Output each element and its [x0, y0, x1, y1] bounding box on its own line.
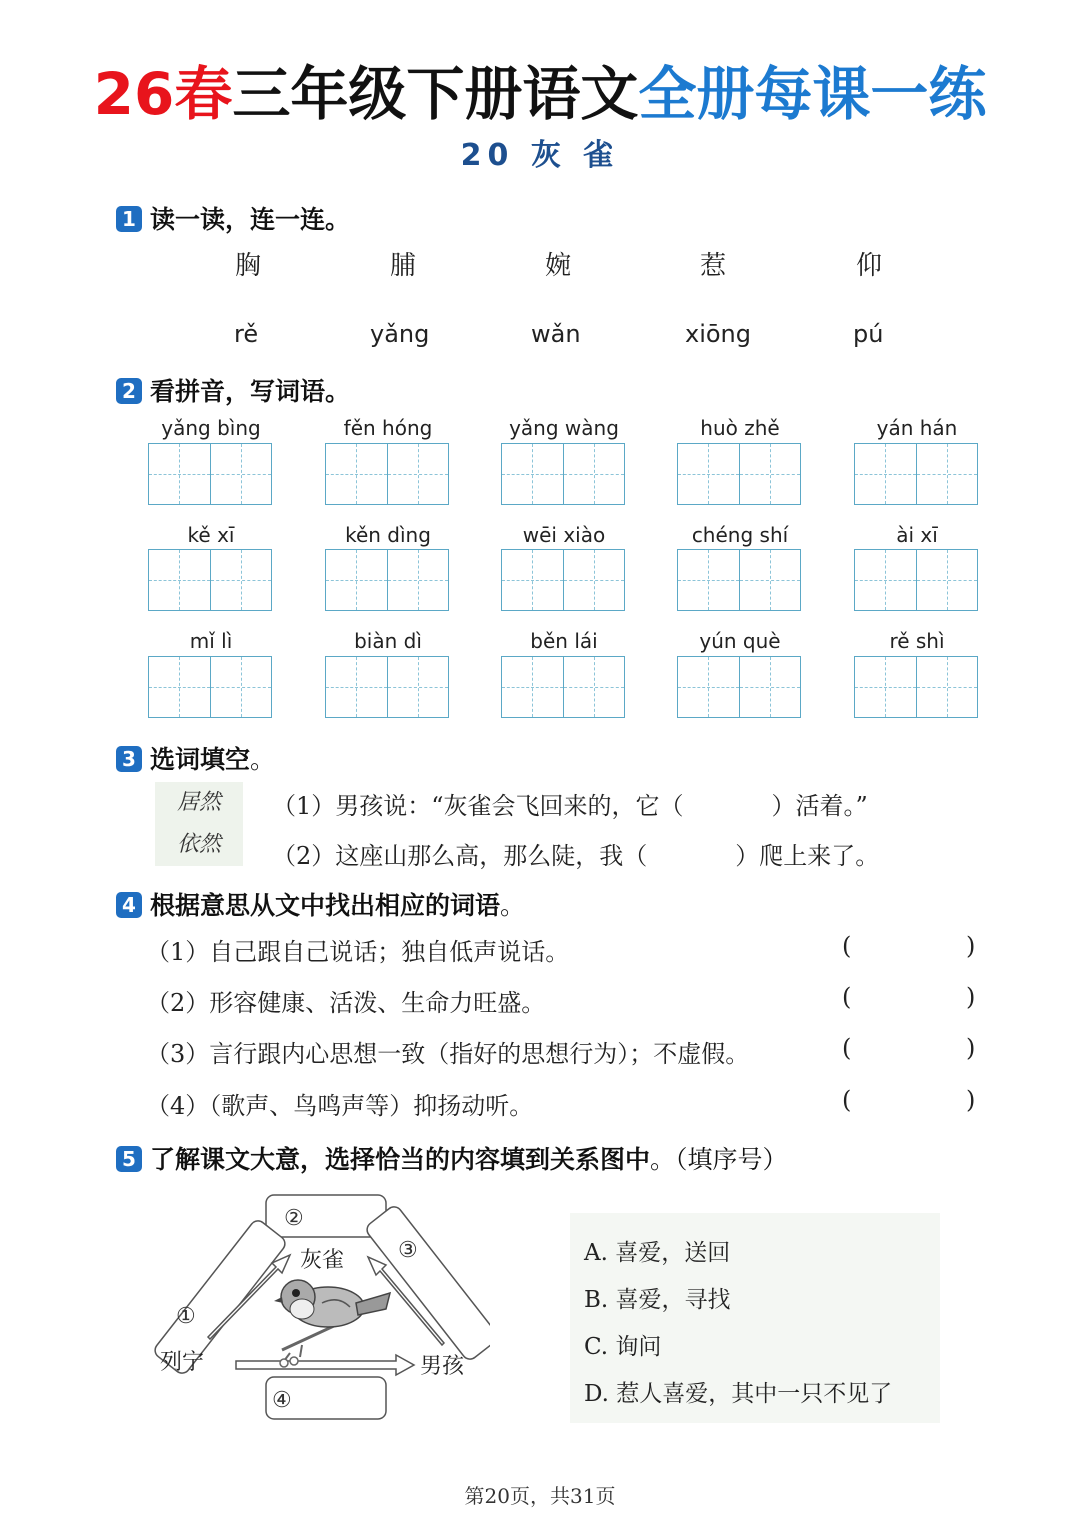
- q2-writing-grid[interactable]: [148, 656, 272, 718]
- relationship-diagram: [150, 1185, 490, 1425]
- slot-label-1: ①: [176, 1304, 196, 1329]
- q1-char-3: 婉: [544, 251, 571, 281]
- question-3-heading: [116, 740, 275, 776]
- q2-pinyin-1-3: yǎng wàng: [509, 416, 619, 440]
- option-b: B. 喜爱，寻找: [584, 1287, 731, 1313]
- question-4-title-tail: 。: [500, 891, 526, 920]
- q2-pinyin-2-3: wēi xiào: [522, 523, 606, 547]
- q4-answer-blank-1[interactable]: [860, 932, 960, 964]
- question-1-title: 读一读，连一连。: [150, 205, 351, 234]
- title-black: 三年级下册语文: [232, 60, 639, 128]
- question-4-heading: [116, 886, 525, 922]
- q4-answer-blank-3[interactable]: [860, 1034, 960, 1066]
- slot-label-4: ④: [272, 1388, 292, 1413]
- q2-writing-grid[interactable]: [677, 549, 801, 611]
- option-a: A. 喜爱，送回: [584, 1240, 731, 1266]
- question-4-number: 4: [116, 892, 142, 918]
- q2-pinyin-2-4: chéng shí: [691, 523, 789, 547]
- q4-item-3: （3）言行跟内心思想一致（指好的思想行为）；不虚假。: [146, 1040, 750, 1068]
- lesson-title: 20 灰 雀: [460, 138, 620, 173]
- q2-pinyin-2-1: kě xī: [187, 523, 235, 547]
- title-red: 26春: [93, 60, 233, 128]
- question-3-title-tail: 。: [250, 745, 276, 774]
- question-5-title: 了解课文大意，选择恰当的内容填到关系图中: [150, 1145, 651, 1174]
- q2-pinyin-3-4: yún què: [699, 629, 781, 653]
- arrow-bottom-right: [236, 1355, 414, 1375]
- q4-item-4: （4）（歌声、鸟鸣声等）抑扬动听。: [146, 1092, 534, 1120]
- q2-writing-grid[interactable]: [854, 656, 978, 718]
- q2-writing-grid[interactable]: [501, 656, 625, 718]
- question-2-heading: [116, 372, 350, 408]
- q2-writing-grid[interactable]: [148, 549, 272, 611]
- question-3-title: 选词填空: [150, 745, 251, 774]
- q2-writing-grid[interactable]: [325, 656, 449, 718]
- page-title: [0, 58, 1080, 130]
- q2-writing-grid[interactable]: [677, 443, 801, 505]
- q3-sentence-2: [272, 836, 879, 871]
- q4-answer-close-4: ): [966, 1086, 976, 1114]
- diagram-center-label: 灰雀: [300, 1248, 345, 1273]
- q1-pinyin-4: xiōng: [685, 320, 751, 348]
- question-2-title: 看拼音，写词语。: [150, 377, 351, 406]
- q2-pinyin-3-3: běn lái: [530, 629, 598, 653]
- q2-pinyin-2-5: ài xī: [896, 523, 938, 547]
- q1-pinyin-2: yǎng: [370, 320, 430, 348]
- q4-answer-blank-2[interactable]: [860, 983, 960, 1015]
- choice-word-2: 依然: [176, 832, 221, 857]
- q4-answer-close-3: ): [966, 1034, 976, 1062]
- q4-answer-open-1: (: [842, 932, 852, 960]
- q2-writing-grid[interactable]: [501, 443, 625, 505]
- q1-char-4: 惹: [699, 251, 726, 281]
- question-5-number: 5: [116, 1146, 142, 1172]
- q3-sentence-1-prefix: （1）男孩说：“灰雀会飞回来的，它（: [272, 792, 684, 820]
- word-choice-box: [155, 782, 243, 866]
- q4-item-2: （2）形容健康、活泼、生命力旺盛。: [146, 989, 546, 1017]
- q2-pinyin-3-1: mǐ lì: [189, 629, 233, 653]
- page-number: 第20页，共31页: [464, 1484, 616, 1508]
- diagram-right-label: 男孩: [420, 1354, 465, 1379]
- q4-answer-blank-4[interactable]: [860, 1086, 960, 1118]
- q1-char-1: 胸: [234, 251, 261, 281]
- q2-writing-grid[interactable]: [325, 443, 449, 505]
- q2-writing-grid[interactable]: [677, 656, 801, 718]
- question-1-heading: [116, 200, 350, 236]
- q4-answer-open-2: (: [842, 983, 852, 1011]
- question-2-number: 2: [116, 378, 142, 404]
- title-blue: 全册每课一练: [638, 60, 987, 128]
- q3-sentence-1: [272, 786, 868, 821]
- q4-answer-open-3: (: [842, 1034, 852, 1062]
- option-c: C. 询问: [584, 1334, 662, 1360]
- question-5-heading: [116, 1140, 788, 1176]
- q2-writing-grid[interactable]: [148, 443, 272, 505]
- q1-pinyin-1: rě: [234, 320, 259, 348]
- question-3-number: 3: [116, 746, 142, 772]
- q2-pinyin-2-2: kěn dìng: [345, 523, 431, 547]
- q2-pinyin-1-4: huò zhě: [700, 416, 780, 440]
- q2-writing-grid[interactable]: [854, 549, 978, 611]
- q2-writing-grid[interactable]: [854, 443, 978, 505]
- q2-pinyin-3-2: biàn dì: [354, 629, 422, 653]
- slot-label-3: ③: [398, 1238, 418, 1263]
- choice-word-1: 居然: [176, 790, 221, 815]
- q4-answer-open-4: (: [842, 1086, 852, 1114]
- q4-answer-close-1: ): [966, 932, 976, 960]
- question-5-title-tail: 。（填序号）: [650, 1145, 788, 1174]
- question-1-number: 1: [116, 206, 142, 232]
- q2-writing-grid[interactable]: [501, 549, 625, 611]
- q1-char-2: 脯: [389, 251, 416, 281]
- gray-sparrow-icon: [274, 1280, 390, 1367]
- diagram-left-label: 列宁: [160, 1350, 205, 1375]
- q4-item-1: （1）自己跟自己说话；独自低声说话。: [146, 938, 570, 966]
- q2-pinyin-1-1: yǎng bìng: [161, 416, 261, 440]
- q3-sentence-2-prefix: （2）这座山那么高，那么陡，我（: [272, 842, 648, 870]
- q1-char-5: 仰: [855, 251, 882, 281]
- q1-pinyin-5: pú: [853, 320, 884, 348]
- question-4-title: 根据意思从文中找出相应的词语: [150, 891, 501, 920]
- q2-writing-grid[interactable]: [325, 549, 449, 611]
- q2-pinyin-3-5: rě shì: [889, 629, 945, 653]
- option-d: D. 惹人喜爱，其中一只不见了: [584, 1381, 893, 1407]
- q4-answer-close-2: ): [966, 983, 976, 1011]
- q3-sentence-2-suffix: ）爬上来了。: [735, 842, 880, 870]
- slot-box-3[interactable]: [364, 1204, 490, 1363]
- q2-pinyin-1-5: yán hán: [876, 416, 958, 440]
- q3-sentence-1-suffix: ）活着。”: [771, 792, 868, 820]
- slot-label-2: ②: [284, 1206, 304, 1231]
- q1-pinyin-3: wǎn: [531, 320, 581, 348]
- q2-pinyin-1-2: fěn hóng: [343, 416, 433, 440]
